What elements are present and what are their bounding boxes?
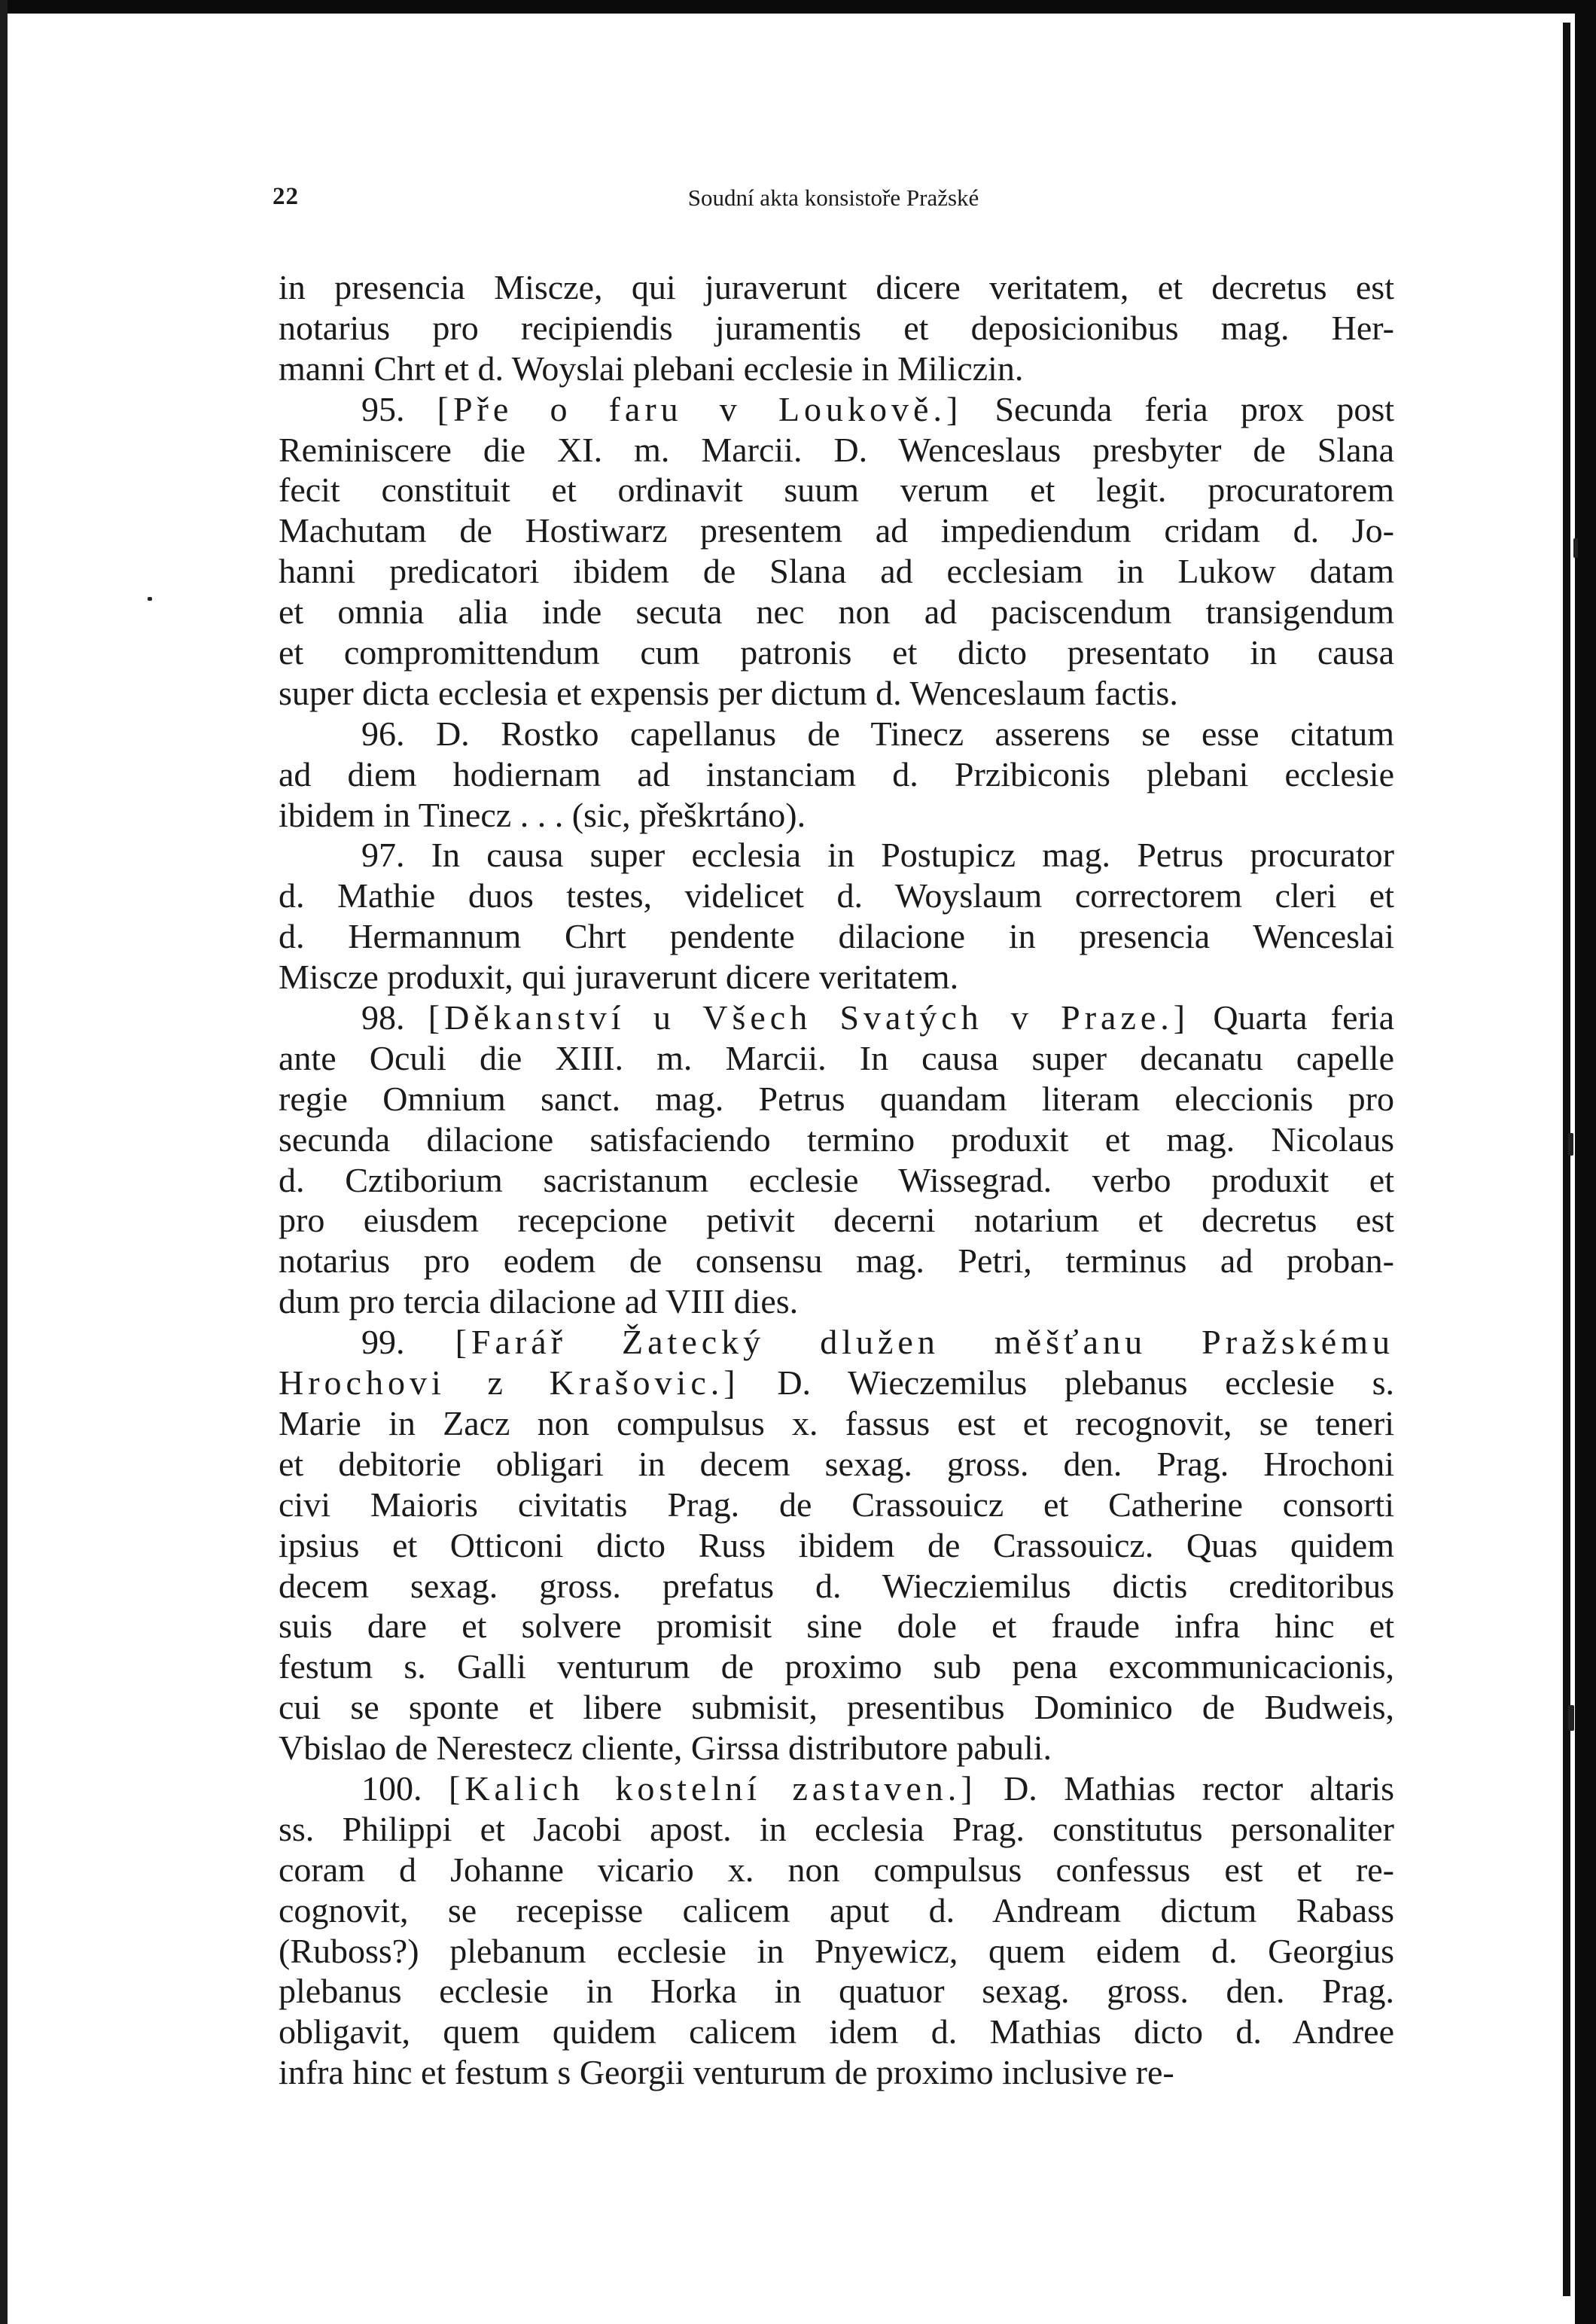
line-text: coram d Johanne vicario x. non compulsus confessus est et re-	[279, 1850, 1394, 1889]
scan-edge-right	[1575, 0, 1596, 2324]
line-text: cui se sponte et libere submisit, presentibus Dominico de Budweis,	[279, 1688, 1394, 1727]
text-line	[279, 1768, 1394, 1809]
text-line	[279, 430, 1394, 471]
line-text: festum s. Galli venturum de proximo sub pena excommunicacionis,	[279, 1647, 1394, 1686]
line-text: pro eiusdem recepcione petivit decerni notarium et decretus est	[279, 1201, 1394, 1240]
line-text: dum pro tercia dilacione ad VIII dies.	[279, 1282, 799, 1321]
text-line	[279, 1809, 1394, 1850]
line-text: manni Chrt et d. Woyslai plebani ecclesie in Miliczin.	[279, 349, 1024, 388]
scan-speck	[148, 597, 152, 601]
entry-heading: [Kalich kostelní zastaven.]	[448, 1768, 977, 1808]
text-line	[279, 1281, 1394, 1322]
text-line	[279, 510, 1394, 551]
line-text: infra hinc et festum s Georgii venturum de proximo inclusive re-	[279, 2053, 1174, 2092]
line-text: obligavit, quem quidem calicem idem d. Mathias dicto d. Andree	[279, 2012, 1394, 2051]
line-text: In causa super ecclesia in Postupicz mag. Petrus procurator	[431, 836, 1394, 875]
line-text: d. Mathie duos testes, videlicet d. Woyslaum correctorem cleri et	[279, 876, 1394, 915]
line-text: et compromittendum cum patronis et dicto presentato in causa	[279, 633, 1394, 672]
line-text: Marie in Zacz non compulsus x. fassus est et recognovit, se teneri	[279, 1403, 1394, 1442]
entry-number: 97.	[361, 836, 405, 875]
line-text: D. Wieczemilus plebanus ecclesie s.	[777, 1363, 1394, 1403]
text-line	[279, 673, 1394, 714]
line-text: Vbislao de Nerestecz cliente, Girssa distributore pabuli.	[279, 1729, 1052, 1768]
text-line	[279, 592, 1394, 632]
line-text: ipsius et Otticoni dicto Russ ibidem de Crassouicz. Quas quidem	[279, 1525, 1394, 1564]
line-text: Reminiscere die XI. m. Marcii. D. Wenceslaus presbyter de Slana	[279, 430, 1394, 469]
text-line	[279, 754, 1394, 795]
text-line	[279, 714, 1394, 754]
text-line	[279, 308, 1394, 349]
line-text: ante Oculi die XIII. m. Marcii. In causa super decanatu capelle	[279, 1038, 1394, 1077]
text-line	[279, 1525, 1394, 1566]
text-line	[279, 1890, 1394, 1931]
line-text: Machutam de Hostiwarz presentem ad impediendum cridam d. Jo-	[279, 511, 1394, 550]
line-text: notarius pro eodem de consensu mag. Petri, terminus ad proban-	[279, 1241, 1394, 1281]
line-text: d. Cztiborium sacristanum ecclesie Wissegrad. verbo produxit et	[279, 1160, 1394, 1199]
line-text: notarius pro recipiendis juramentis et deposicionibus mag. Her-	[279, 308, 1394, 347]
line-text: et omnia alia inde secuta nec non ad paciscendum transigendum	[279, 592, 1394, 632]
text-line	[279, 876, 1394, 916]
entry-number: 96.	[361, 714, 405, 753]
text-line	[279, 2052, 1394, 2093]
scan-edge-right-inner	[1563, 23, 1570, 2296]
text-line	[279, 1363, 1394, 1403]
line-text: hanni predicatori ibidem de Slana ad ecclesiam in Lukow datam	[279, 552, 1394, 591]
text-line	[279, 1119, 1394, 1160]
text-line	[279, 1971, 1394, 2012]
line-text: et debitorie obligari in decem sexag. gross. den. Prag. Hrochoni	[279, 1444, 1394, 1483]
text-line	[279, 835, 1394, 876]
text-line	[279, 1160, 1394, 1201]
text-line	[279, 267, 1394, 308]
line-text: decem sexag. gross. prefatus d. Wiecziemilus dictis creditoribus	[279, 1566, 1394, 1605]
text-line	[279, 632, 1394, 673]
text-line	[279, 2012, 1394, 2052]
body-text	[279, 267, 1394, 2093]
entry-number: 99.	[361, 1323, 405, 1362]
line-text: d. Hermannum Chrt pendente dilacione in presencia Wenceslai	[279, 917, 1394, 956]
text-line	[279, 1646, 1394, 1687]
line-text: secunda dilacione satisfaciendo termino produxit et mag. Nicolaus	[279, 1119, 1394, 1159]
text-line	[279, 1931, 1394, 1972]
scan-edge-left	[0, 0, 8, 2324]
entry-number: 95.	[361, 389, 405, 428]
text-line	[279, 1079, 1394, 1119]
line-text: D. Mathias rector altaris	[1004, 1768, 1394, 1808]
line-text: ibidem in Tinecz . . . (sic, přeškrtáno).	[279, 795, 806, 834]
text-line	[279, 389, 1394, 430]
line-text: ad diem hodiernam ad instanciam d. Przibiconis plebani ecclesie	[279, 754, 1394, 793]
line-text: regie Omnium sanct. mag. Petrus quandam literam eleccionis pro	[279, 1079, 1394, 1118]
text-line	[279, 1241, 1394, 1281]
entry-heading: [Děkanství u Všech Svatých v Praze.]	[428, 998, 1190, 1037]
entry-heading: Hrochovi z Krašovic.]	[279, 1363, 740, 1403]
text-line	[279, 1606, 1394, 1646]
line-text: ss. Philippi et Jacobi apost. in ecclesia Prag. constitutus personaliter	[279, 1809, 1394, 1848]
entry-heading: [Pře o faru v Loukově.]	[437, 389, 963, 428]
text-line	[279, 470, 1394, 510]
page-header	[273, 183, 1394, 221]
line-text: D. Rostko capellanus de Tinecz asserens se esse citatum	[435, 714, 1395, 753]
line-text: civi Maioris civitatis Prag. de Crassouicz et Catherine consorti	[279, 1485, 1394, 1524]
text-line	[279, 551, 1394, 592]
text-line	[279, 1200, 1394, 1241]
line-text: (Ruboss?) plebanum ecclesie in Pnyewicz, quem eidem d. Georgius	[279, 1931, 1394, 1970]
text-line	[279, 916, 1394, 957]
scan-speck	[1568, 1705, 1574, 1731]
line-text: suis dare et solvere promisit sine dole et fraude infra hinc et	[279, 1607, 1394, 1646]
text-line	[279, 1038, 1394, 1079]
line-text: cognovit, se recepisse calicem aput d. Andream dictum Rabass	[279, 1890, 1394, 1930]
line-text: in presencia Miscze, qui juraverunt dicere veritatem, et decretus est	[279, 268, 1394, 306]
page-number: 22	[273, 183, 299, 210]
text-line	[279, 349, 1394, 389]
entry-number: 100.	[361, 1768, 422, 1808]
line-text: Secunda feria prox post	[994, 389, 1394, 428]
text-line	[279, 795, 1394, 836]
text-line	[279, 1322, 1394, 1363]
text-line	[279, 998, 1394, 1038]
text-line	[279, 1728, 1394, 1768]
line-text: plebanus ecclesie in Horka in quatuor sexag. gross. den. Prag.	[279, 1972, 1394, 2011]
text-line	[279, 1444, 1394, 1485]
line-text: fecit constituit et ordinavit suum verum et legit. procuratorem	[279, 471, 1394, 510]
line-text: super dicta ecclesia et expensis per dictum d. Wenceslaum factis.	[279, 673, 1178, 712]
text-line	[279, 1850, 1394, 1890]
line-text: Quarta feria	[1213, 998, 1395, 1037]
text-line	[279, 1403, 1394, 1444]
text-line	[279, 1687, 1394, 1728]
scan-speck	[1573, 538, 1578, 558]
scan-speck	[1568, 1133, 1573, 1156]
line-text: Miscze produxit, qui juraverunt dicere veritatem.	[279, 958, 959, 997]
running-title: Soudní akta konsistoře Pražské	[687, 184, 979, 211]
entry-number: 98.	[361, 998, 405, 1037]
text-line	[279, 1485, 1394, 1525]
text-line	[279, 1566, 1394, 1607]
entry-heading: [Farář Žatecký dlužen měšťanu Pražskému	[455, 1323, 1394, 1362]
text-line	[279, 957, 1394, 998]
